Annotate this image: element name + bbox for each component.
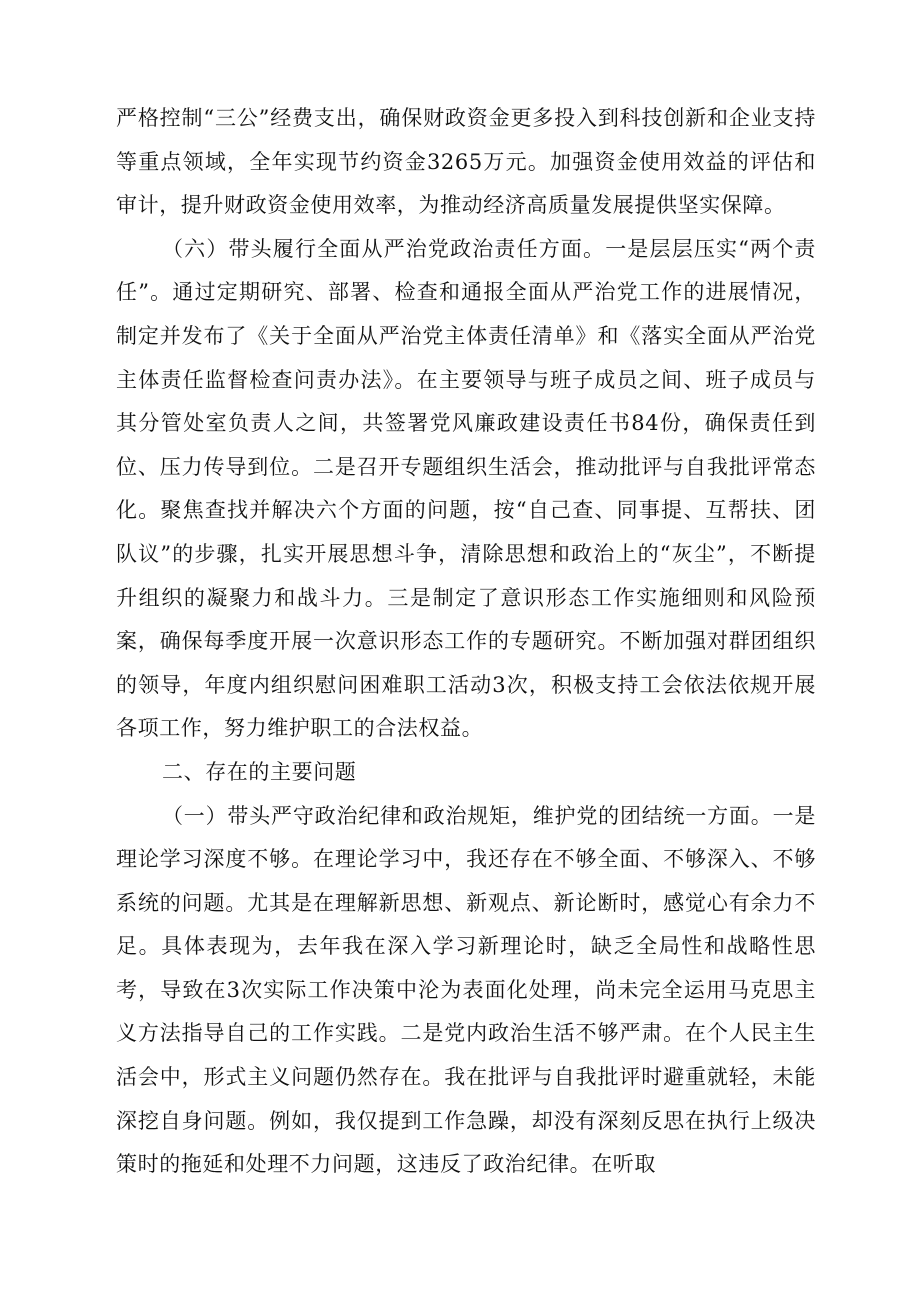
- paragraph-political-discipline: （一）带头严守政治纪律和政治规矩，维护党的团结统一方面。一是理论学习深度不够。在理论学习中，我还存在不够全面、不够深入、不够系统的问题。尤其是在理解新思想、新观点、新论断时，感觉心有余力不足。具体表现为，去年我在深入学习新理论时，缺乏全局性和战略性思考，导致在3次实际工作决策中沦为表面化处理，尚未完全运用马克思主义方法指导自己的工作实践。二是党内政治生活不够严肃。在个人民主生活会中，形式主义问题仍然存在。我在批评与自我批评时避重就轻，未能深挖自身问题。例如，我仅提到工作急躁，却没有深刻反思在执行上级决策时的拖延和处理不力问题，这违反了政治纪律。在听取: [116, 803, 816, 1177]
- section-heading-main-problems: 二、存在的主要问题: [162, 759, 357, 784]
- paragraph-budget-continuation: 严格控制“三公”经费支出，确保财政资金更多投入到科技创新和企业支持等重点领域，全年实现节约资金3265万元。加强资金使用效益的评估和审计，提升财政资金使用效率，为推动经济高质量发展提供坚实保障。: [116, 106, 816, 218]
- paragraph-party-governance-responsibility: （六）带头履行全面从严治党政治责任方面。一是层层压实“两个责任”。通过定期研究、部署、检查和通报全面从严治党工作的进展情况，制定并发布了《关于全面从严治党主体责任清单》和《落实全面从严治党主体责任监督检查问责办法》。在主要领导与班子成员之间、班子成员与其分管处室负责人之间，共签署党风廉政建设责任书84份，确保责任到位、压力传导到位。二是召开专题组织生活会，推动批评与自我批评常态化。聚焦查找并解决六个方面的问题，按“自己查、同事提、互帮扶、团队议”的步骤，扎实开展思想斗争，清除思想和政治上的“灰尘”，不断提升组织的凝聚力和战斗力。三是制定了意识形态工作实施细则和风险预案，确保每季度开展一次意识形态工作的专题研究。不断加强对群团组织的领导，年度内组织慰问困难职工活动3次，积极支持工会依法依规开展各项工作，努力维护职工的合法权益。: [116, 236, 816, 741]
- document-body: [116, 97, 816, 1187]
